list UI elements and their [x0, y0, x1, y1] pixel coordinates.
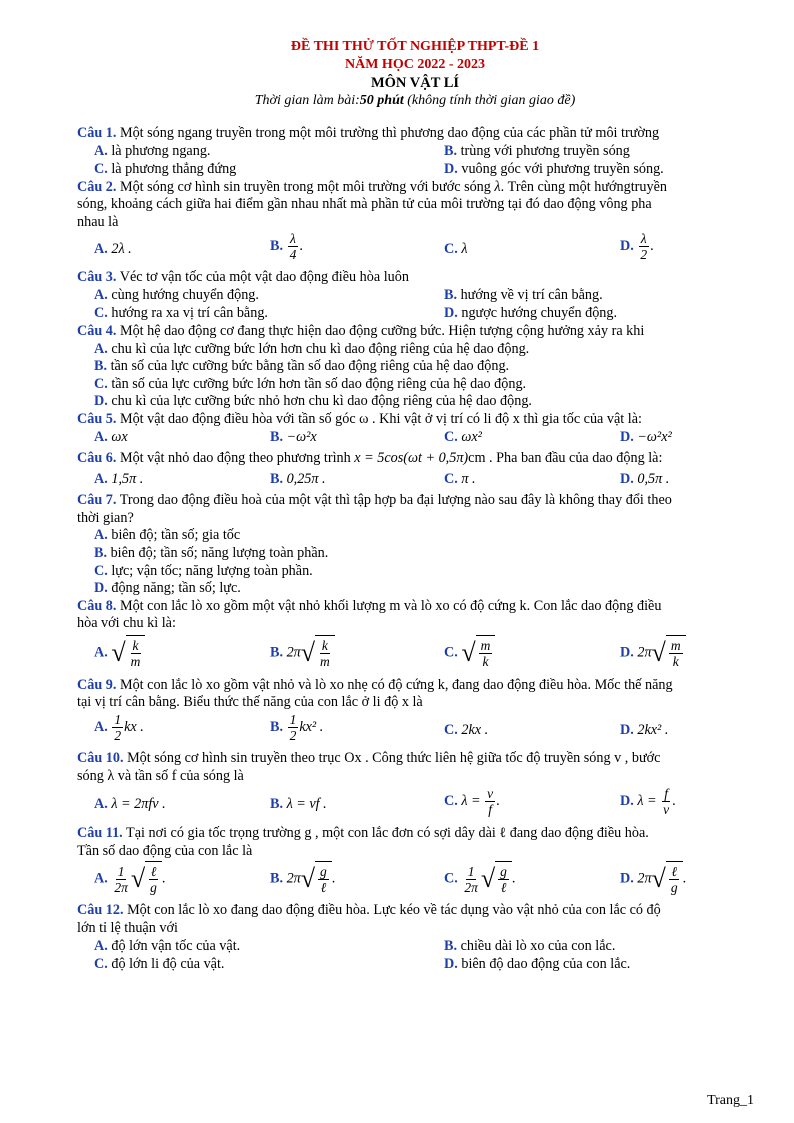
q2-option-c[interactable]: C. λ [444, 241, 468, 258]
q2-line3: nhau là [77, 213, 119, 230]
q8-option-a[interactable]: A. √ $\frac{k}{m}$ [94, 635, 145, 671]
q11-options [77, 860, 753, 902]
q1-options-row2 [77, 161, 753, 179]
q12-line2: lớn tỉ lệ thuận với [77, 920, 178, 937]
q4-option-d[interactable]: D. chu kì của lực cưỡng bức nhỏ hơn chu kì dao động riêng của hệ dao động. [94, 393, 532, 410]
q2-option-a[interactable]: A. 2λ . [94, 241, 132, 258]
question-11: Câu 11. Tại nơi có gia tốc trọng trường g , một con lắc đơn có sợi dây dài ℓ đang dao động điều hòa. [77, 825, 649, 842]
question-9: Câu 9. Một con lắc lò xo gồm vật nhỏ và lò xo nhẹ có độ cứng k, đang dao động điều hòa. Mốc thế năng [77, 676, 673, 693]
q9-line2: tại vị trí cân bằng. Biểu thức thế năng của con lắc ở li độ x là [77, 694, 423, 711]
q10-option-a[interactable]: A. λ = 2πfv . [94, 796, 166, 813]
question-10: Câu 10. Một sóng cơ hình sin truyền theo trục Ox . Công thức liên hệ giữa tốc độ truyền sóng v , bước [77, 750, 661, 767]
question-6: Câu 6. Một vật nhỏ dao động theo phương trình x = 5cos(ωt + 0,5π)cm . Pha ban đầu của dao động là: [77, 449, 663, 466]
q6-option-a[interactable]: A. 1,5π . [94, 471, 144, 488]
q2-option-d[interactable]: D. $\frac{\lambda}{2}$ . [620, 231, 654, 263]
q11-option-d[interactable]: D. 2π √ $\frac{\text{ℓ}}{g}$ . [620, 861, 686, 897]
q6-option-d[interactable]: D. 0,5π . [620, 471, 670, 488]
q5-options [77, 429, 753, 448]
q8-options [77, 633, 753, 677]
q8-option-c[interactable]: C. √ $\frac{m}{k}$ [444, 635, 495, 671]
q4-option-b[interactable]: B. tần số của lực cưỡng bức bằng tần số dao động riêng của hệ dao động. [94, 358, 510, 375]
q12-option-b[interactable]: B. chiều dài lò xo của con lắc. [444, 937, 616, 954]
question-7: Câu 7. Trong dao động điều hoà của một vật thì tập hợp ba đại lượng nào sau đây là không thay đổi theo [77, 492, 672, 509]
q8-option-b[interactable]: B. 2π √ $\frac{k}{m}$ [270, 635, 335, 671]
q1-options-row1 [77, 143, 753, 161]
q3-option-d[interactable]: D. ngược hướng chuyển động. [444, 304, 618, 321]
q11-option-a[interactable]: A. $\frac{1}{2\pi}$ √ $\frac{\text{ℓ}}{g}$ . [94, 861, 165, 897]
q8-option-d[interactable]: D. 2π √ $\frac{m}{k}$ [620, 635, 686, 671]
q12-option-d[interactable]: D. biên độ dao động của con lắc. [444, 955, 631, 972]
school-year: NĂM HỌC 2022 - 2023 [345, 57, 485, 72]
q3-option-c[interactable]: C. hướng ra xa vị trí cân bằng. [94, 304, 268, 321]
q1-option-c[interactable]: C. là phương thẳng đứng [94, 160, 237, 177]
q6-option-b[interactable]: B. 0,25π . [270, 471, 326, 488]
q12-option-c[interactable]: C. độ lớn li độ của vật. [94, 955, 225, 972]
q9-options [77, 712, 753, 750]
q3-option-a[interactable]: A. cùng hướng chuyển động. [94, 286, 259, 303]
q4-option-c[interactable]: C. tần số của lực cưỡng bức lớn hơn tần số dao động riêng của hệ dao động. [94, 375, 527, 392]
q9-option-c[interactable]: C. 2kx . [444, 722, 489, 739]
page-number: Trang_1 [707, 1093, 754, 1108]
q8-line2: hòa với chu kì là: [77, 615, 176, 632]
q1-option-b[interactable]: B. trùng với phương truyền sóng [444, 142, 630, 159]
q1-option-d[interactable]: D. vuông góc với phương truyền sóng. [444, 160, 664, 177]
exam-page [77, 38, 753, 974]
q7-line2: thời gian? [77, 509, 134, 526]
q6-option-c[interactable]: C. π . [444, 471, 476, 488]
q10-options [77, 785, 753, 825]
question-2: Câu 2. Một sóng cơ hình sin truyền trong một môi trường với bước sóng λ. Trên cùng một hướngtruyền [77, 178, 667, 195]
q2-options [77, 231, 753, 269]
question-5: Câu 5. Một vật dao động điều hòa với tần số góc ω . Khi vật ở vị trí có li độ x thì gia tốc của vật là: [77, 410, 642, 427]
question-12: Câu 12. Một con lắc lò xo đang dao động điều hòa. Lực kéo về tác dụng vào vật nhỏ của con lắc có độ [77, 902, 661, 919]
q11-option-c[interactable]: C. $\frac{1}{2\pi}$ √ $\frac{g}{\text{ℓ}}$ . [444, 861, 515, 897]
exam-title: ĐỀ THI THỬ TỐT NGHIỆP THPT-ĐỀ 1 [290, 39, 540, 54]
q3-options-row2 [77, 305, 753, 323]
q9-option-b[interactable]: B. $\frac{1}{2}$ kx² . [270, 712, 324, 744]
q5-option-c[interactable]: C. ωx² [444, 428, 482, 445]
q5-option-d[interactable]: D. −ω²x² [620, 428, 672, 445]
q7-option-d[interactable]: D. động năng; tần số; lực. [94, 580, 241, 597]
q10-line2: sóng λ và tần số f của sóng là [77, 767, 244, 784]
question-8: Câu 8. Một con lắc lò xo gồm một vật nhỏ khối lượng m và lò xo có độ cứng k. Con lắc dao động điều [77, 597, 662, 614]
q1-option-a[interactable]: A. là phương ngang. [94, 142, 211, 159]
q10-option-c[interactable]: C. λ = $\frac{v}{f}$ . [444, 786, 500, 818]
q3-options-row1 [77, 287, 753, 305]
question-3: Câu 3. Véc tơ vận tốc của một vật dao động điều hòa luôn [77, 269, 409, 286]
q3-option-b[interactable]: B. hướng về vị trí cân bằng. [444, 286, 603, 303]
q5-option-b[interactable]: B. −ω²x [270, 428, 317, 445]
question-1: Câu 1. Một sóng ngang truyền trong một môi trường thì phương dao động của các phần tử môi trường [77, 125, 660, 141]
q2-line2: sóng, khoảng cách giữa hai điểm gần nhau nhất mà phần tử của môi trường tại đó dao động vông pha [77, 196, 652, 213]
subject-title: MÔN VẬT LÍ [370, 75, 460, 91]
q6-options [77, 467, 753, 489]
time-limit: Thời gian làm bài:50 phút (không tính thời gian giao đề) [254, 93, 576, 108]
q11-option-b[interactable]: B. 2π √ $\frac{g}{\text{ℓ}}$ . [270, 861, 335, 897]
q11-line2: Tần số dao động của con lắc là [77, 842, 253, 859]
q5-option-a[interactable]: A. ωx [94, 428, 128, 445]
q9-option-d[interactable]: D. 2kx² . [620, 722, 669, 739]
q7-option-a[interactable]: A. biên độ; tần số; gia tốc [94, 527, 241, 544]
q12-options-row2 [77, 956, 753, 974]
q12-options-row1 [77, 938, 753, 956]
q12-option-a[interactable]: A. độ lớn vận tốc của vật. [94, 937, 241, 954]
q9-option-a[interactable]: A. $\frac{1}{2}$ kx . [94, 712, 144, 744]
q4-option-a[interactable]: A. chu kì của lực cưỡng bức lớn hơn chu kì dao động riêng của hệ dao động. [94, 340, 530, 357]
q10-option-d[interactable]: D. λ = $\frac{f}{v}$ . [620, 786, 676, 818]
q2-option-b[interactable]: B. $\frac{\lambda}{4}$ . [270, 231, 303, 263]
q7-option-c[interactable]: C. lực; vận tốc; năng lượng toàn phần. [94, 562, 313, 579]
question-4: Câu 4. Một hệ dao động cơ đang thực hiện dao động cưỡng bức. Hiện tượng cộng hưởng xảy ra khi [77, 322, 645, 339]
q10-option-b[interactable]: B. λ = vf . [270, 796, 327, 813]
q7-option-b[interactable]: B. biên độ; tần số; năng lượng toàn phần. [94, 544, 329, 561]
